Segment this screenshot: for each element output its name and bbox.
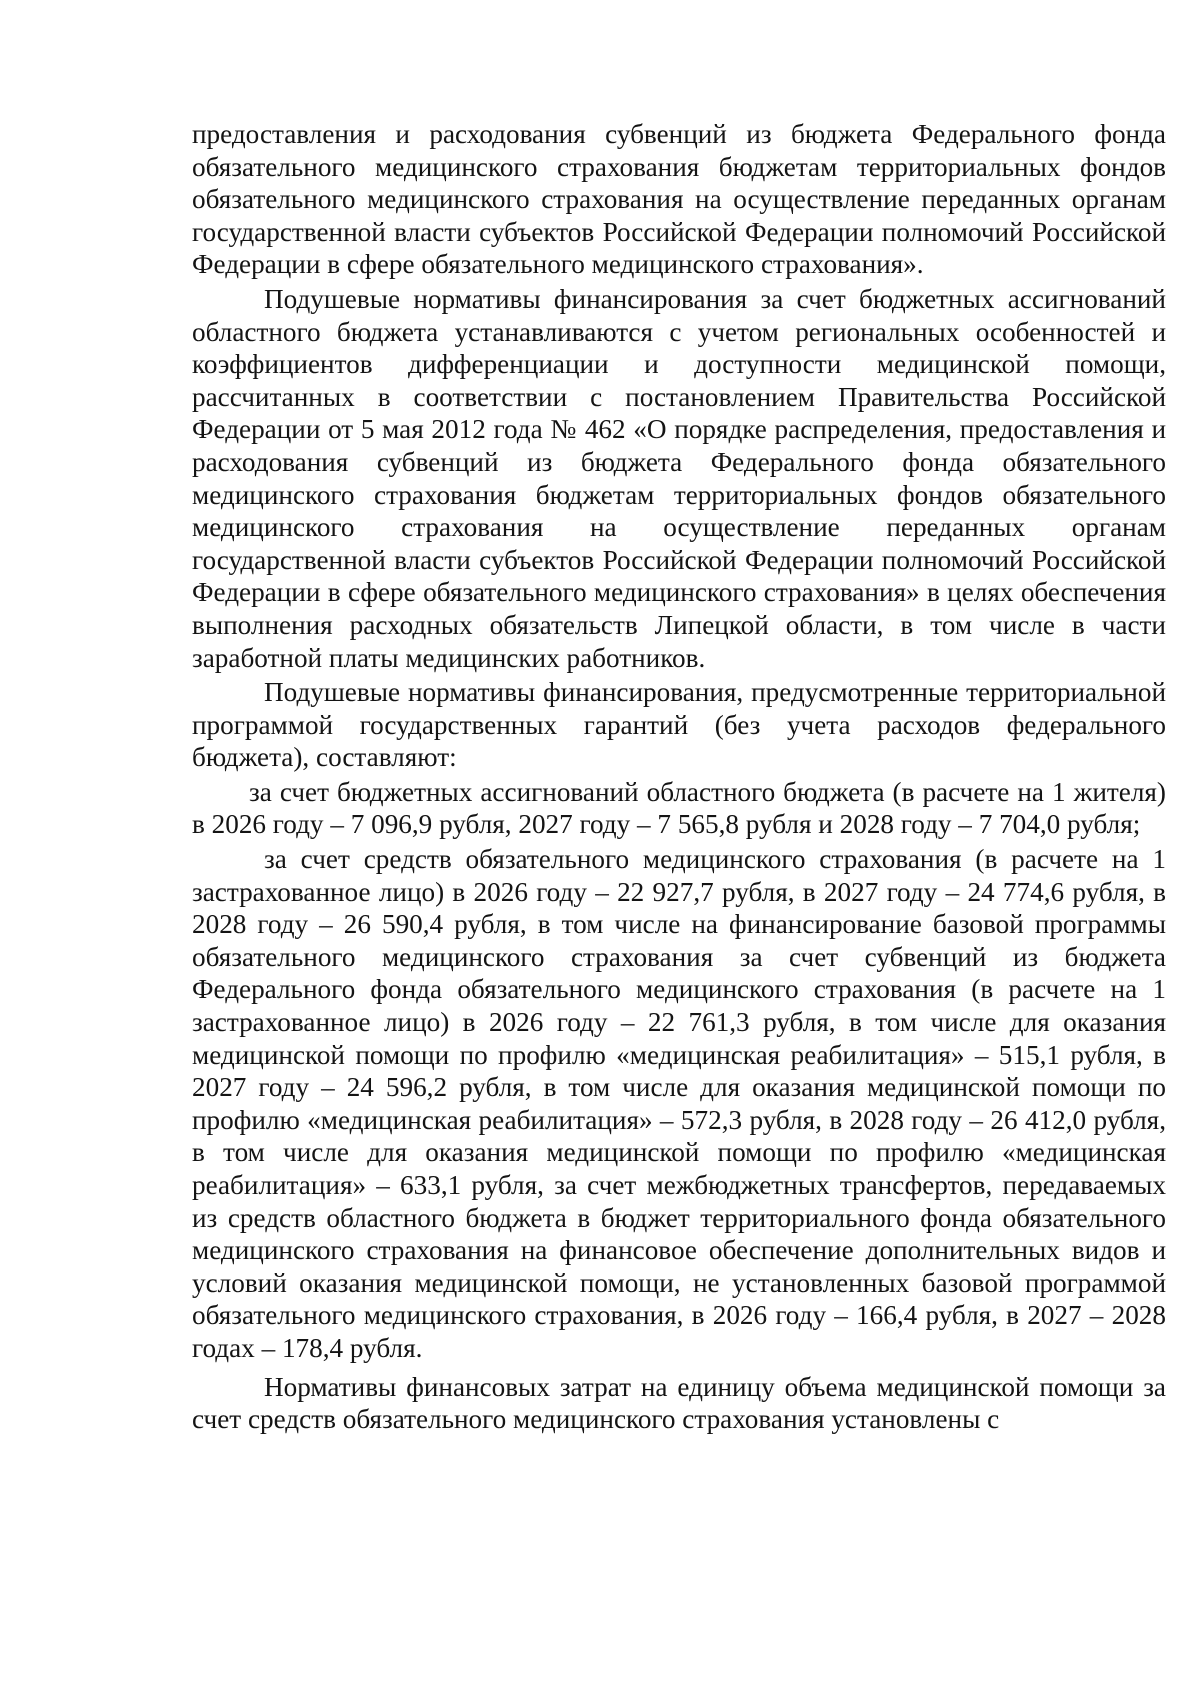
paragraph-financial-cost-norms: Нормативы финансовых затрат на единицу объема медицинской помощи за счет средств обязательного медицинского страхования установлены с [192,1371,1166,1435]
paragraph-per-capita-norms-regional: Подушевые нормативы финансирования за счет бюджетных ассигнований областного бюджета устанавливаются с учетом региональных особенностей и коэффициентов дифференциации и доступности медицинской помощи, рассчитанных в соответствии с постановлением Правительства Российской Федерации от 5 мая 2012 года № 462 «О порядке распределения, предоставления и расходования субвенций из бюджета Федерального фонда обязательного медицинского страхования бюджетам территориальных фондов обязательного медицинского страхования на осуществление переданных органам государственной власти субъектов Российской Федерации полномочий Российской Федерации в сфере обязательного медицинского страхования» в целях обеспечения выполнения расходных обязательств Липецкой области, в том числе в части заработной платы медицинских работников. [192,283,1166,673]
list-item-compulsory-insurance: за счет средств обязательного медицинского страхования (в расчете на 1 застрахованное лицо) в 2026 году – 22 927,7 рубля, в 2027 году – 24 774,6 рубля, в 2028 году – 26 590,4 рубля, в том числе на финансирование базовой программы обязательного медицинского страхования за счет субвенций из бюджета Федерального фонда обязательного медицинского страхования (в расчете на 1 застрахованное лицо) в 2026 году – 22 761,3 рубля, в том числе для оказания медицинской помощи по профилю «медицинская реабилитация» – 515,1 рубля, в 2027 году – 24 596,2 рубля, в том числе для оказания медицинской помощи по профилю «медицинская реабилитация» – 572,3 рубля, в 2028 году – 26 412,0 рубля, в том числе для оказания медицинской помощи по профилю «медицинская реабилитация» – 633,1 рубля, за счет межбюджетных трансфертов, передаваемых из средств областного бюджета в бюджет территориального фонда обязательного медицинского страхования на финансовое обеспечение дополнительных видов и условий оказания медицинской помощи, не установленных базовой программой обязательного медицинского страхования, в 2026 году – 166,4 рубля, в 2027 – 2028 годах – 178,4 рубля. [192,844,1166,1363]
paragraph-per-capita-norms-intro: Подушевые нормативы финансирования, предусмотренные территориальной программой государственных гарантий (без учета расходов федерального бюджета), составляют: [192,677,1166,773]
list-item-regional-budget: за счет бюджетных ассигнований областного бюджета (в расчете на 1 жителя) в 2026 году – 7 096,9 рубля, 2027 году – 7 565,8 рубля и 2028 году – 7 704,0 рубля; [192,776,1166,840]
paragraph-continuation: предоставления и расходования субвенций из бюджета Федерального фонда обязательного медицинского страхования бюджетам территориальных фондов обязательного медицинского страхования на осуществление переданных органам государственной власти субъектов Российской Федерации полномочий Российской Федерации в сфере обязательного медицинского страхования». [192,119,1166,280]
document-page [192,118,1166,1436]
